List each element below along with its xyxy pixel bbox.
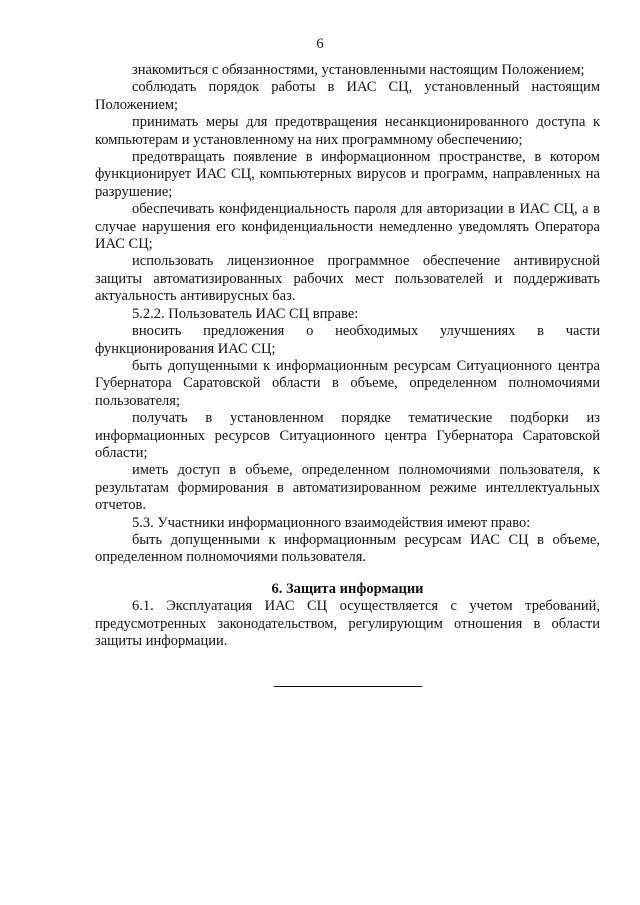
document-body (95, 62, 600, 650)
end-of-document-line (274, 686, 422, 687)
paragraph-right-report-access: иметь доступ в объеме, определенном полномочиями пользователя, к результатам формирования в автоматизированном режиме интеллектуальных отчетов. (95, 462, 600, 514)
paragraph-duty-antivirus: использовать лицензионное программное обеспечение антивирусной защиты автоматизированных рабочих мест пользователей и поддерживать актуальность антивирусных баз. (95, 253, 600, 305)
paragraph-right-thematic-selections: получать в установленном порядке тематические подборки из информационных ресурсов Ситуационного центра Губернатора Саратовской области; (95, 410, 600, 461)
paragraph-duty-password-confidentiality: обеспечивать конфиденциальность пароля для авторизации в ИАС СЦ, а в случае нарушения его конфиденциальности немедленно уведомлять Оператора ИАС СЦ; (95, 201, 600, 253)
section-title: 6. Защита информации (271, 580, 424, 597)
paragraph-duty-prevent-unauthorized-access: принимать меры для предотвращения несанкционированного доступа к компьютерам и установленному на них программному обеспечению; (95, 114, 600, 148)
paragraph-duty-familiarize: знакомиться с обязанностями, установленными настоящим Положением; (132, 62, 585, 78)
paragraph-right-resource-access: быть допущенными к информационным ресурсам Ситуационного центра Губернатора Саратовской области в объеме, определенном полномочиями пользователя; (95, 357, 600, 409)
paragraph-user-rights-heading: 5.2.2. Пользователь ИАС СЦ вправе: (132, 305, 359, 322)
paragraph-duty-prevent-viruses: предотвращать появление в информационном пространстве, в котором функционирует ИАС СЦ, компьютерных вирусов и программ, направленных на разрушение; (95, 149, 600, 200)
paragraph-participants-right-access: быть допущенными к информационным ресурсам ИАС СЦ в объеме, определенном полномочиями пользователя. (95, 531, 600, 566)
paragraph-participants-rights-heading: 5.3. Участники информационного взаимодействия имеют право: (132, 514, 531, 531)
paragraph-duty-follow-procedure: соблюдать порядок работы в ИАС СЦ, установленный настоящим Положением; (95, 79, 600, 113)
paragraph-section-6-1: 6.1. Эксплуатация ИАС СЦ осуществляется с учетом требований, предусмотренных законодательством, регулирующим отношения в области защиты информации. (95, 598, 600, 649)
paragraph-right-suggestions: вносить предложения о необходимых улучшениях в части функционирования ИАС СЦ; (95, 323, 600, 357)
page-number: 6 (316, 36, 324, 52)
